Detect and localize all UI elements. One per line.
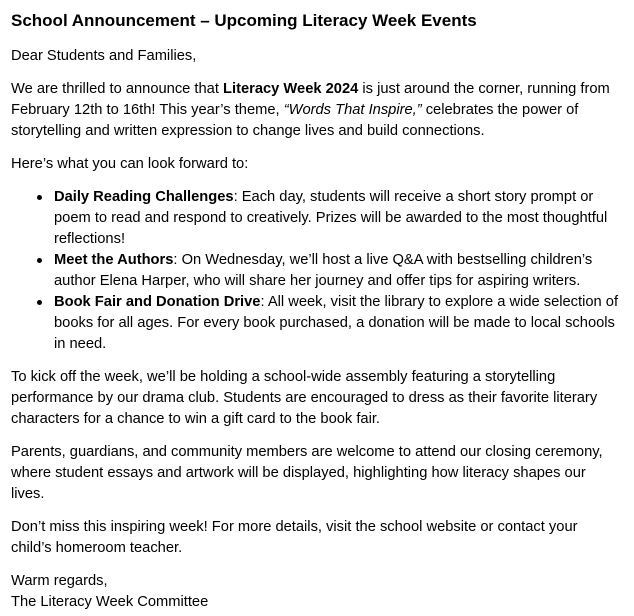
bullet-icon [37, 300, 42, 305]
theme-title-italic: “Words That Inspire,” [283, 102, 422, 118]
event-description: : On Wednesday, we’ll host a live Q&A with bestselling children’s author Elena Harper, who will share her journey and offer tips for aspiring writers. [54, 252, 593, 289]
reminder-paragraph: Don’t miss this inspiring week! For more details, visit the school website or contact your child’s homeroom teacher. [11, 519, 578, 556]
event-name-bold: Literacy Week 2024 [223, 81, 359, 97]
signature-line: The Literacy Week Committee [11, 594, 209, 610]
list-item-daily-reading [11, 187, 622, 250]
greeting: Dear Students and Families, [11, 48, 197, 64]
intro-text-1: We are thrilled to announce that [11, 81, 224, 97]
event-label: Meet the Authors [54, 252, 174, 268]
list-intro: Here’s what you can look forward to: [11, 156, 249, 172]
document-title: School Announcement – Upcoming Literacy Week Events [11, 11, 477, 30]
event-label: Daily Reading Challenges [54, 189, 234, 205]
ceremony-paragraph: Parents, guardians, and community members are welcome to attend our closing ceremony, where student essays and artwork will be displayed, highlighting how literacy shapes our lives. [11, 444, 603, 502]
closing-line: Warm regards, [11, 573, 108, 589]
bullet-icon [37, 195, 42, 200]
assembly-paragraph: To kick off the week, we’ll be holding a school-wide assembly featuring a storytelling performance by our drama club. Students are encouraged to dress as their favorite literary characters for a chance to win a gift card to the book fair. [11, 369, 598, 427]
event-label: Book Fair and Donation Drive [54, 294, 261, 310]
intro-paragraph [11, 79, 622, 142]
signoff-block [11, 571, 622, 613]
bullet-icon [37, 258, 42, 263]
list-item-book-fair [11, 292, 622, 355]
event-description: : Each day, students will receive a short story prompt or poem to read and respond to creatively. Prizes will be awarded to the most thoughtful reflections! [54, 189, 608, 247]
list-item-meet-authors [11, 250, 622, 292]
intro-text-3: celebrates the power of storytelling and written expression to change lives and build connections. [11, 102, 579, 139]
intro-text-2: is just around the corner, running from February 12th to 16th! This year’s theme, [11, 81, 610, 118]
event-description: : All week, visit the library to explore a wide selection of books for all ages. For every book purchased, a donation will be made to local schools in need. [54, 294, 619, 352]
events-list [11, 187, 622, 355]
